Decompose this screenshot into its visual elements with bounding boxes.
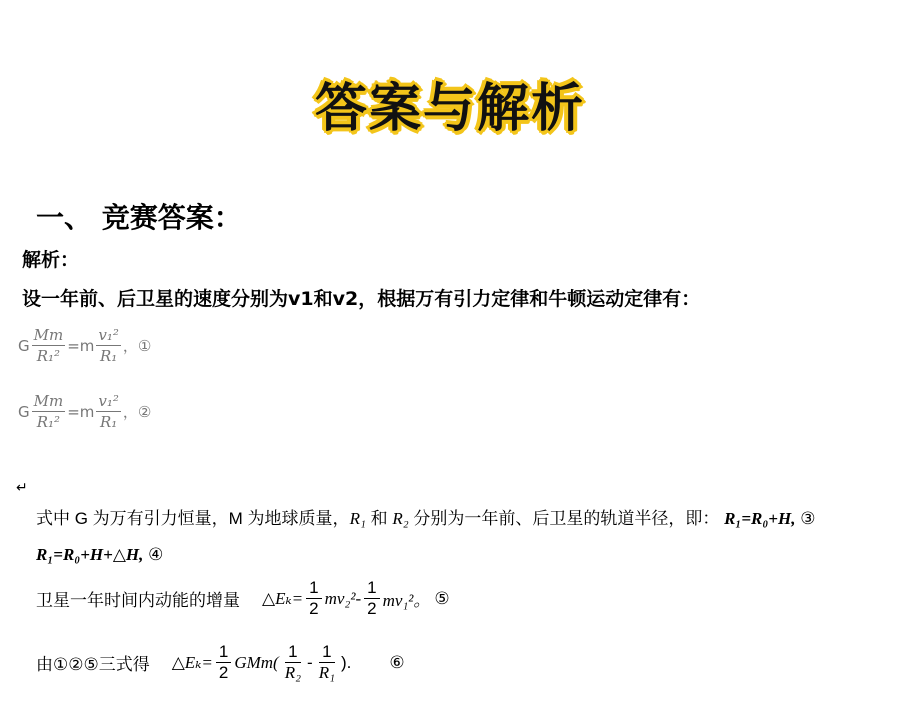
line2-number: ④ [148,545,164,564]
line4-text: 由①②⑤三式得 [36,655,150,674]
eq1-frac1-num: Mm [33,326,64,344]
eq1-frac2-num: v₁² [98,326,119,344]
line4-fraction-3 [316,642,338,683]
section-heading: 一、 竞赛答案： [36,201,242,234]
line4-lhs: △Eₖ= [171,652,213,672]
line4-f3-num: 1 [319,642,334,663]
line4-minus: - [307,652,313,672]
line4-f3-den: R₁ [318,663,335,682]
line3-fraction-2 [364,578,379,619]
line4-fraction-2 [282,642,304,683]
eq1-prefix: G [18,336,30,355]
line3-lhs: △Eₖ= [262,588,304,608]
line4-term-2: ). [341,652,352,672]
line1-text-b: 和 [365,509,393,528]
eq2-frac1-num: Mm [33,392,64,410]
intro-paragraph: 设一年前、后卫星的速度分别为v1和v2，根据万有引力定律和牛顿运动定律有： [22,288,701,310]
page-title: 答案与解析 [314,79,585,139]
eq1-suffix: ，① [122,337,152,355]
text-line-4 [36,642,405,683]
line4-f1-num: 1 [216,642,231,663]
analysis-label: 解析： [22,249,80,271]
line4-number: ⑥ [389,652,405,672]
line3-text: 卫星一年时间内动能的增量 [36,591,240,610]
eq1-fraction-1 [32,326,66,365]
eq1-frac2-den: R₁ [100,347,118,365]
line3-f1-num: 1 [306,578,321,599]
eq2-frac2-den: R₁ [100,413,118,431]
line1-text-a: 式中 G 为万有引力恒量，M 为地球质量， [36,509,350,528]
eq2-prefix: G [18,402,30,421]
line3-f2-den: 2 [367,599,377,618]
eq1-fraction-2 [96,326,121,365]
text-line-3 [36,578,450,619]
line4-fraction-1 [216,642,231,683]
text-line-2 [36,545,163,565]
line4-f2-den: R₂ [284,663,302,682]
line3-f2-num: 1 [364,578,379,599]
equation-1 [18,326,151,365]
line4-f1-den: 2 [218,663,229,682]
line3-fraction-1 [306,578,321,619]
eq2-suffix: ，② [122,403,152,421]
eq2-fraction-1 [32,392,66,431]
line1-number: ③ [800,509,816,528]
line1-r2: R₂ [392,509,409,528]
equation-3: R₁=R₀+H, [724,509,796,528]
line4-f2-num: 1 [285,642,300,663]
line1-text-c: 分别为一年前、后卫星的轨道半径，即： [408,509,720,528]
line3-term-2: mv₁²。 [382,591,431,610]
line4-term-1: GMm( [234,652,279,672]
eq2-frac1-den: R₁² [36,413,61,431]
line1-r1: R₁ [349,509,366,528]
eq1-mid: =m [67,336,95,355]
eq2-mid: =m [67,402,95,421]
eq1-frac1-den: R₁² [36,347,61,365]
eq2-frac2-num: v₁² [98,392,119,410]
line3-term-1: mv₂²- [324,588,362,608]
text-line-1 [36,504,815,529]
equation-4: R₁=R₀+H+△H, [36,545,144,564]
eq2-fraction-2 [96,392,121,431]
paragraph-mark-icon: ↵ [16,480,28,496]
line3-number: ⑤ [434,588,450,608]
line3-f1-den: 2 [309,599,319,618]
equation-2 [18,392,151,431]
